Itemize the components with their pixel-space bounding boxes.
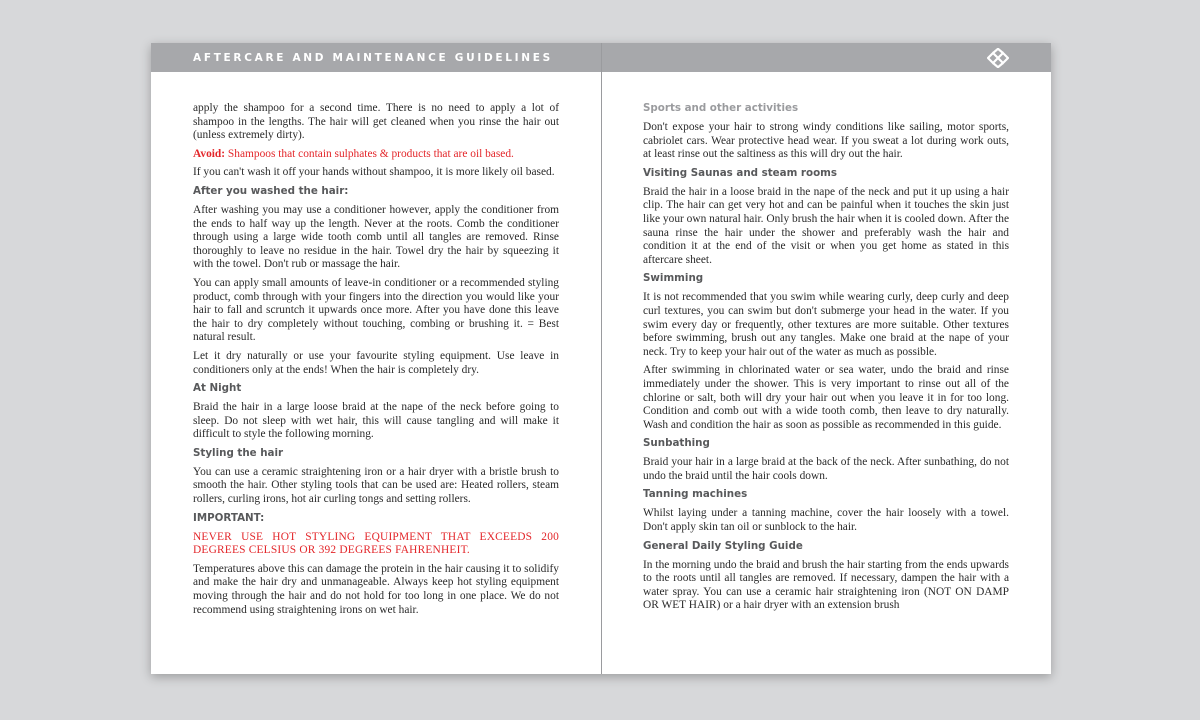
diamond-lattice-logo-icon [987, 48, 1009, 68]
section-heading: General Daily Styling Guide [643, 539, 803, 552]
avoid-note [193, 148, 559, 162]
booklet-spread [151, 43, 1051, 674]
section-heading: Swimming [643, 272, 704, 285]
avoid-label: Avoid: [193, 147, 226, 160]
section-heading: Visiting Saunas and steam rooms [643, 166, 838, 179]
paragraph: Temperatures above this can damage the protein in the hair causing it to solidify and make the hair dry and unmanageable. Always keep hot styling equipment moving through the hair and do not hold for too long in one place. We do not recommend using straightening irons on wet hair. [193, 562, 559, 616]
header-title: AFTERCARE AND MAINTENANCE GUIDELINES [193, 52, 553, 64]
warning-text: NEVER USE HOT STYLING EQUIPMENT THAT EXCEEDS 200 DEGREES CELSIUS OR 392 DEGREES FAHRENHEIT. [193, 530, 559, 557]
paragraph: Whilst laying under a tanning machine, cover the hair loosely with a towel. Don't apply skin tan oil or sunblock to the hair. [643, 507, 1009, 534]
paragraph: Braid your hair in a large braid at the back of the neck. After sunbathing, do not undo the braid until the hair cools down. [643, 456, 1009, 482]
paragraph: If you can't wash it off your hands without shampoo, it is more likely oil based. [193, 166, 555, 179]
paragraph: Don't expose your hair to strong windy conditions like sailing, motor sports, cabriolet cars. Wear protective head wear. If you sweat a lot during work outs, at least rinse out the saltiness as this will dry out the hair. [643, 121, 1009, 161]
section-heading: Sports and other activities [643, 102, 799, 114]
paragraph: It is not recommended that you swim while wearing curly, deep curly and deep curl textures, you can swim but don't submerge your head in the water. If you swim every day or frequently, other textures are more suitable. Other textures before swimming, brush out any tangles. Make one braid at the nape of your neck. Try to keep your hair out of the water as much as possible. [643, 291, 1009, 358]
avoid-text: Shampoos that contain sulphates & products that are oil based. [225, 147, 514, 160]
section-heading: After you washed the hair: [193, 184, 349, 197]
section-heading: At Night [193, 382, 242, 395]
section-heading: Tanning machines [643, 488, 748, 501]
paragraph: In the morning undo the braid and brush the hair starting from the ends upwards to the roots until all tangles are removed. If necessary, dampen the hair with a water spray. You can use a ceramic hair straightening iron (NOT ON DAMP OR WET HAIR) or a hair dryer with an extension brush [643, 558, 1009, 612]
paragraph: After swimming in chlorinated water or sea water, undo the braid and rinse immediately under the shower. This is very important to rinse out all of the chlorine or salt, both will dry your hair out when you leave it in for too long. Condition and comb out with a wide tooth comb, then leave to dry naturally. Wash and condition the hair as soon as possible as recommended in this guide. [643, 364, 1009, 431]
paragraph: You can use a ceramic straightening iron or a hair dryer with a bristle brush to smooth the hair. Other styling tools that can be used are: Heated rollers, steam rollers, curling irons, hot air curling tongs and setting rollers. [193, 465, 559, 506]
section-heading: Styling the hair [193, 446, 284, 459]
paragraph: apply the shampoo for a second time. There is no need to apply a lot of shampoo in the lengths. The hair will get cleaned when you rinse the hair out (unless extremely dirty). [193, 102, 559, 142]
paragraph: After washing you may use a conditioner however, apply the conditioner from the ends to half way up the length. Never at the roots. Comb the conditioner through using a large wide tooth comb until all tangles are removed. Rinse thoroughly to leave no residue in the hair. Towel dry the hair by squeezing it with the towel. Don't rub or massage the hair. [193, 203, 559, 271]
section-heading: Sunbathing [643, 437, 710, 450]
paragraph: Let it dry naturally or use your favourite styling equipment. Use leave in conditioners only at the ends! When the hair is completely dry. [193, 349, 559, 376]
paragraph: Braid the hair in a large loose braid at the nape of the neck before going to sleep. Do not sleep with wet hair, this will cause tangling and will make it difficult to style the following morning. [193, 401, 559, 441]
section-heading: IMPORTANT: [193, 511, 265, 524]
paragraph: You can apply small amounts of leave-in conditioner or a recommended styling product, comb through with your fingers into the direction you would like your hair to fall and scruntch it upwards once more. After you have done this leave the hair to dry completely without touching, combing or brushing it. = Best natural result. [193, 276, 559, 344]
paragraph: Braid the hair in a loose braid in the nape of the neck and put it up using a hair clip. The hair can get very hot and can be painful when it touches the skin just like your own natural hair. Only brush the hair when it is cooled down. After the sauna rinse the hair under the shower and preferably wash the hair and condition it at the end of the visit or when you get home as stated in this aftercare sheet. [643, 185, 1010, 266]
right-page [643, 102, 1009, 618]
spine-divider [601, 43, 602, 674]
left-page [193, 102, 559, 622]
